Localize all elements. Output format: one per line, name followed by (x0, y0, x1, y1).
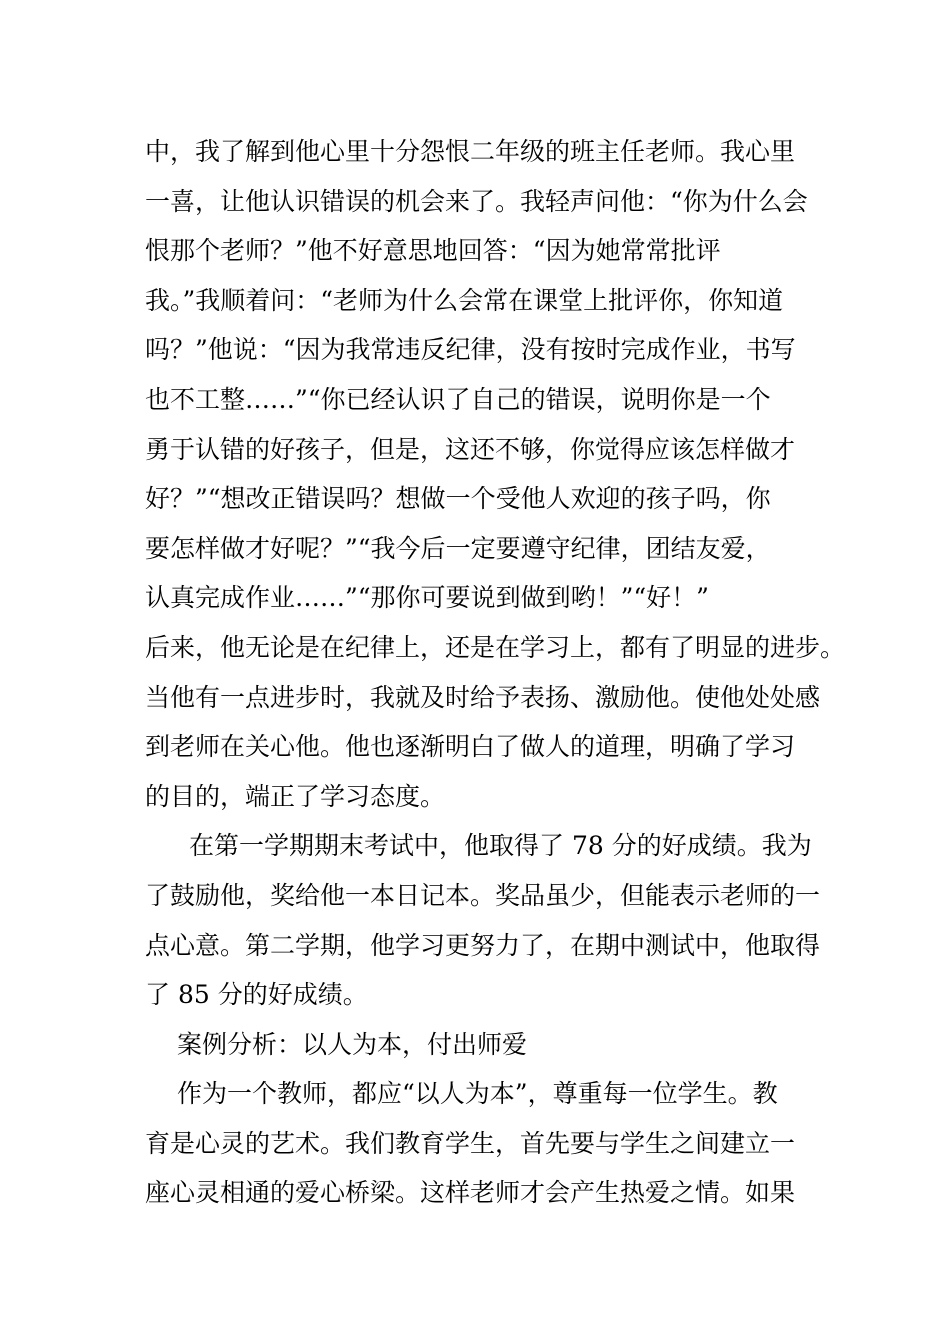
section-heading: 案例分析：以人为本，付出师爱 (177, 1029, 528, 1059)
text-line: 当他有一点进步时，我就及时给予表扬、激励他。使他处处感 (145, 682, 821, 712)
text-line: 中，我了解到他心里十分怨恨二年级的班主任老师。我心里 (145, 137, 796, 166)
text-line: 点心意。第二学期，他学习更努力了，在期中测试中，他取得 (145, 930, 821, 960)
text-line: 后来，他无论是在纪律上，还是在学习上，都有了明显的进步。 (145, 632, 846, 662)
text-line: 了鼓励他，奖给他一本日记本。奖品虽少，但能表示老师的一 (145, 880, 821, 910)
text-line: 我。”我顺着问：“老师为什么会常在课堂上批评你，你知道 (145, 285, 784, 315)
text-line: 了 85 分的好成绩。 (145, 980, 368, 1010)
paragraph-start-line: 作为一个教师，都应“以人为本”，尊重每一位学生。教 (177, 1079, 778, 1109)
text-line: 一喜，让他认识错误的机会来了。我轻声问他：“你为什么会 (145, 186, 808, 216)
text-line: 认真完成作业……”“那你可要说到做到哟！”“好！” (145, 583, 709, 613)
text-line: 育是心灵的艺术。我们教育学生，首先要与学生之间建立一 (145, 1128, 796, 1158)
text-line: 到老师在关心他。他也逐渐明白了做人的道理，明确了学习 (145, 732, 796, 762)
text-line: 恨那个老师？”他不好意思地回答：“因为她常常批评 (145, 236, 721, 266)
text-line: 座心灵相通的爱心桥梁。这样老师才会产生热爱之情。如果 (145, 1178, 796, 1208)
text-line: 的目的，端正了学习态度。 (145, 781, 446, 811)
text-line: 勇于认错的好孩子，但是，这还不够，你觉得应该怎样做才 (145, 434, 796, 464)
text-line: 要怎样做才好呢？”“我今后一定要遵守纪律，团结友爱， (145, 533, 771, 563)
text-line: 好？”“想改正错误吗？想做一个受他人欢迎的孩子吗，你 (145, 484, 771, 514)
text-line: 也不工整……”“你已经认识了自己的错误，说明你是一个 (145, 384, 771, 414)
document-body (145, 127, 846, 1218)
paragraph-start-line: 在第一学期期末考试中，他取得了 78 分的好成绩。我为 (189, 831, 812, 861)
text-line: 吗？”他说：“因为我常违反纪律，没有按时完成作业，书写 (145, 335, 796, 365)
